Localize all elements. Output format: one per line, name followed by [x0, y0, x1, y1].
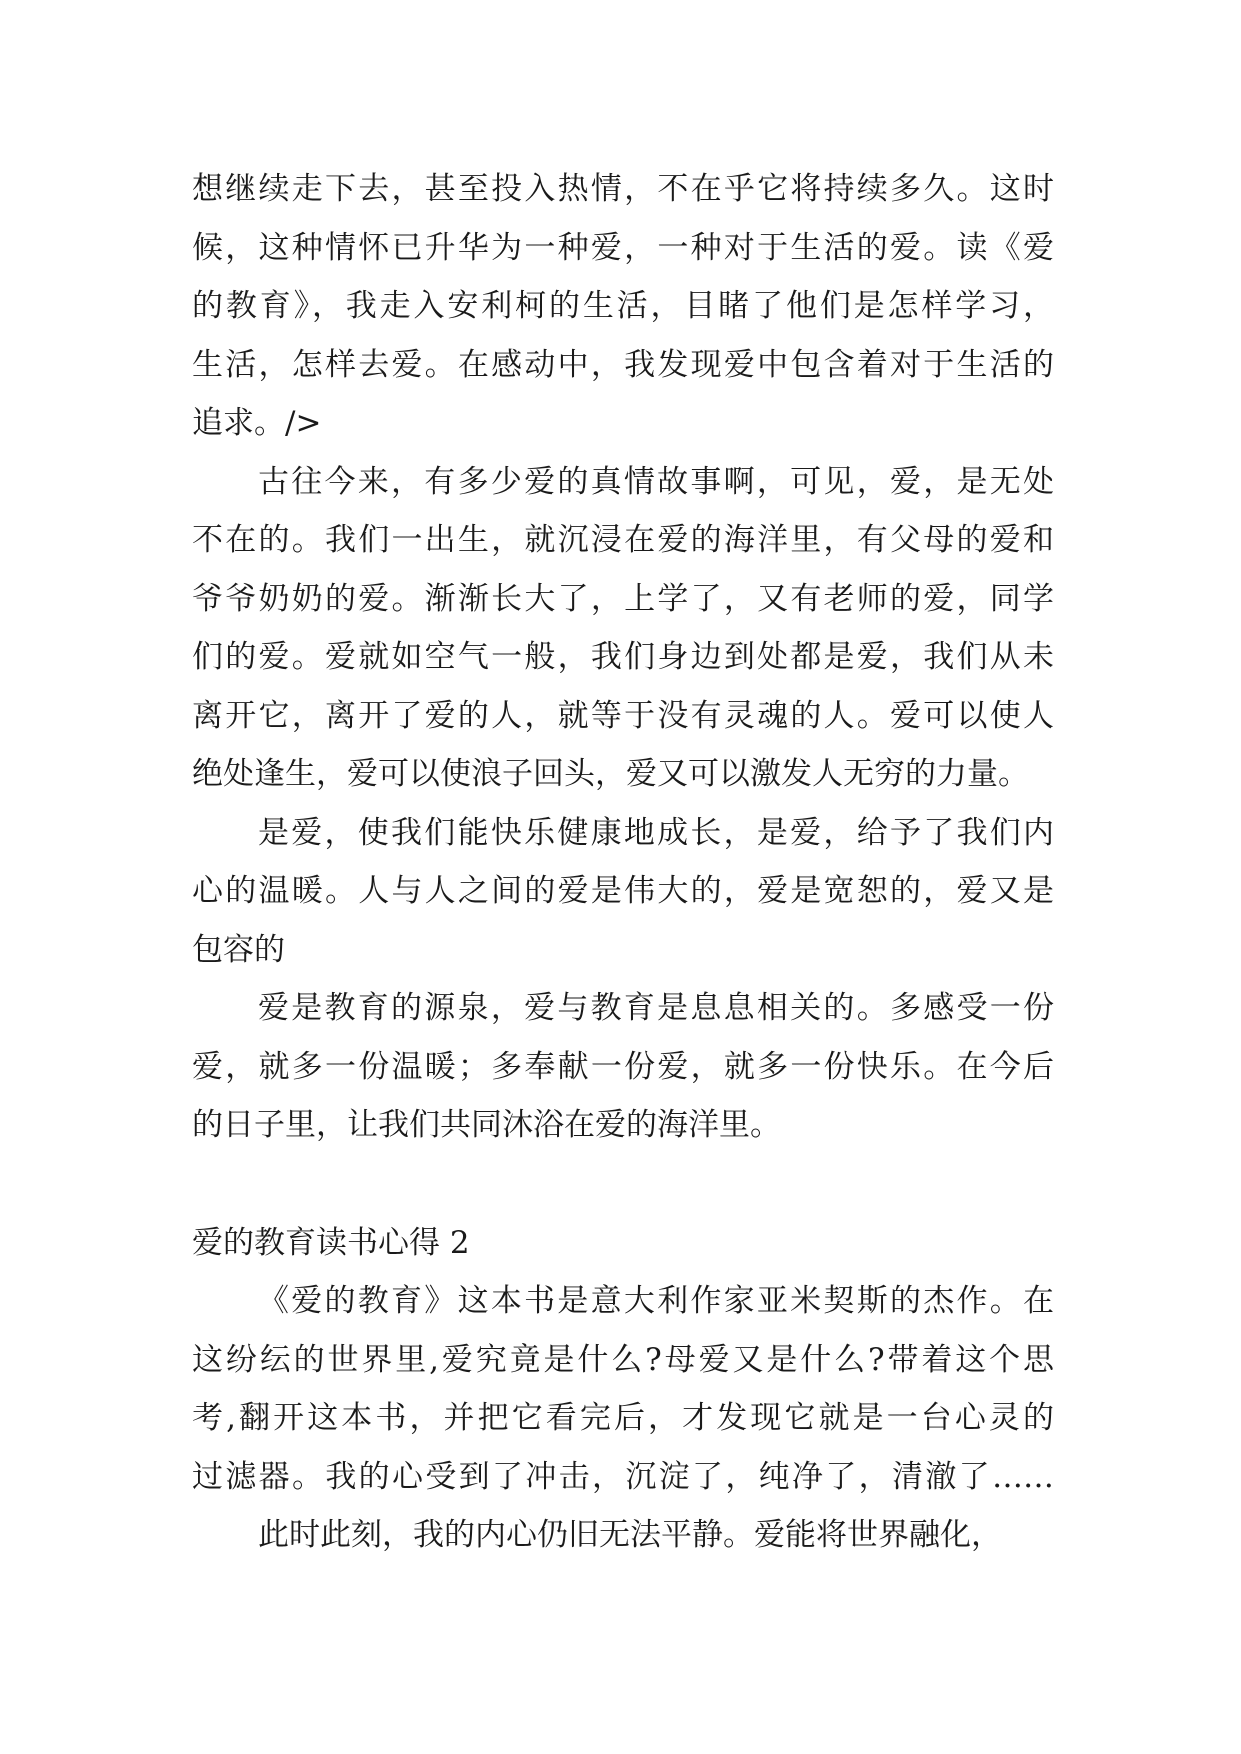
- text-line: 是爱，使我们能快乐健康地成长，是爱，给予了我们内: [258, 814, 1054, 851]
- text-line: 生活，怎样去爱。在感动中，我发现爱中包含着对于生活的: [192, 346, 1054, 383]
- text-line: 候，这种情怀已升华为一种爱，一种对于生活的爱。读《爱: [192, 229, 1054, 266]
- text-line: 这纷纭的世界里,爱究竟是什么?母爱又是什么?带着这个思: [192, 1341, 1054, 1378]
- text-line: 此时此刻，我的内心仍旧无法平静。爱能将世界融化，: [258, 1517, 1002, 1553]
- paragraph: [192, 453, 1054, 804]
- text-line: 爷爷奶奶的爱。渐渐长大了，上学了，又有老师的爱，同学: [192, 580, 1054, 617]
- text-line: 过滤器。我的心受到了冲击，沉淀了，纯净了，清澈了……: [192, 1458, 1054, 1495]
- paragraph: [192, 1506, 1054, 1565]
- text-line: 绝处逢生，爱可以使浪子回头，爱又可以激发人无穷的力量。: [192, 756, 1029, 792]
- document-body: [192, 160, 1054, 1565]
- text-line: 想继续走下去，甚至投入热情，不在乎它将持续多久。这时: [192, 171, 1054, 207]
- text-line: 不在的。我们一出生，就沉浸在爱的海洋里，有父母的爱和: [192, 522, 1054, 558]
- text-line: 古往今来，有多少爱的真情故事啊，可见，爱，是无处: [258, 463, 1054, 500]
- text-line: 追求。/>: [192, 405, 322, 441]
- paragraph: [192, 160, 1054, 453]
- paragraph: [192, 804, 1054, 980]
- section-title: 爱的教育读书心得 2: [192, 1224, 470, 1261]
- paragraph: [192, 1272, 1054, 1506]
- text-line: 爱，就多一份温暖；多奉献一份爱，就多一份快乐。在今后: [192, 1048, 1054, 1085]
- text-line: 《爱的教育》这本书是意大利作家亚米契斯的杰作。在: [258, 1283, 1054, 1319]
- paragraph: [192, 979, 1054, 1155]
- text-line: 爱是教育的源泉，爱与教育是息息相关的。多感受一份: [258, 990, 1054, 1026]
- text-line: 的教育》，我走入安利柯的生活，目睹了他们是怎样学习，: [192, 288, 1054, 324]
- text-line: 的日子里，让我们共同沐浴在爱的海洋里。: [192, 1107, 781, 1143]
- text-line: 包容的: [192, 931, 285, 968]
- section-spacer: [192, 1155, 1054, 1214]
- text-line: 们的爱。爱就如空气一般，我们身边到处都是爱，我们从未: [192, 639, 1054, 675]
- text-line: 离开它，离开了爱的人，就等于没有灵魂的人。爱可以使人: [192, 697, 1054, 734]
- text-line: 心的温暖。人与人之间的爱是伟大的，爱是宽恕的，爱又是: [192, 873, 1054, 909]
- text-line: 考,翻开这本书，并把它看完后，才发现它就是一台心灵的: [192, 1400, 1054, 1436]
